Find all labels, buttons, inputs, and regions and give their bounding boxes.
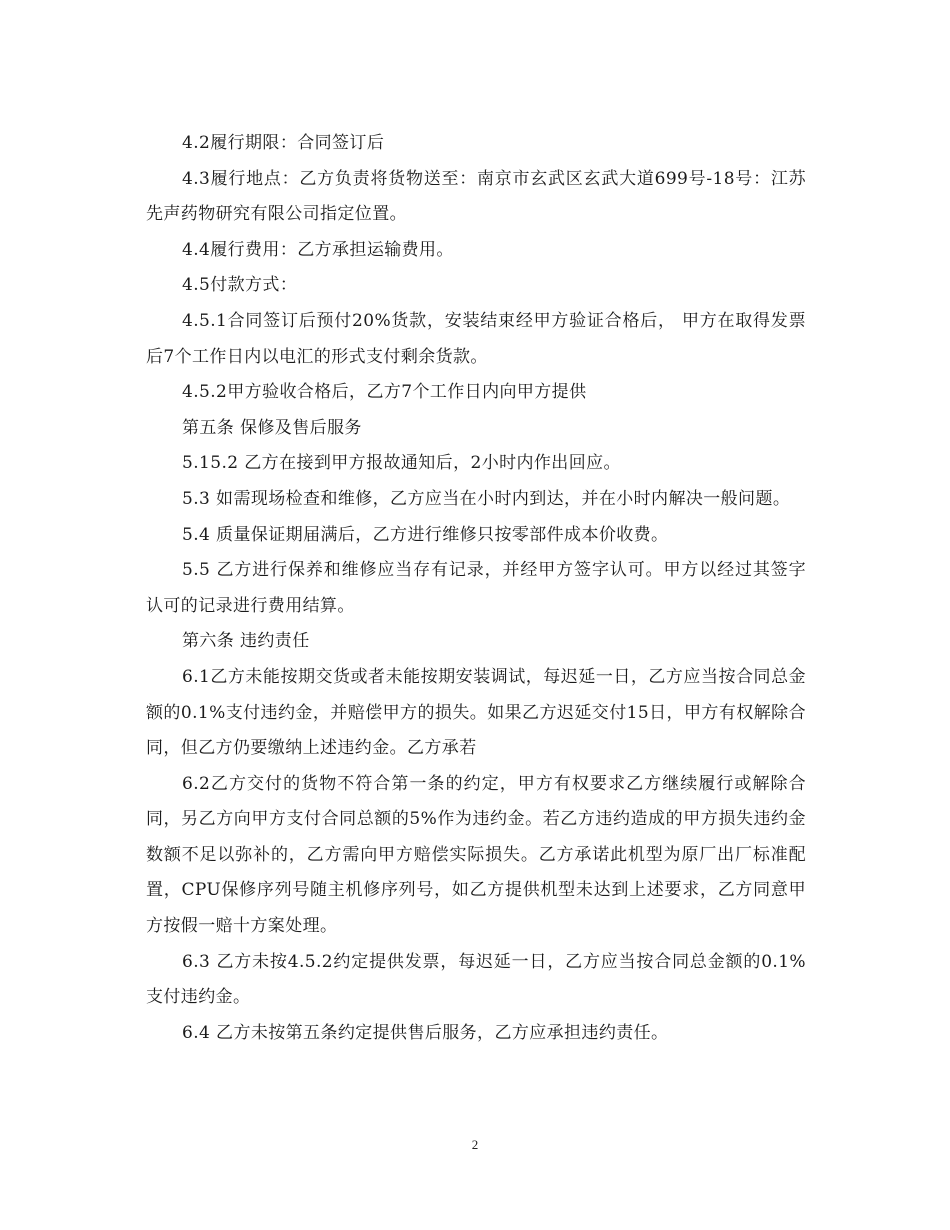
paragraph-5-5: 5.5 乙方进行保养和维修应当存有记录，并经甲方签字认可。甲方以经过其签字认可的记录进行费用结算。 [146,560,806,616]
paragraph-4-3: 4.3履行地点：乙方负责将货物送至：南京市玄武区玄武大道699号-18号：江苏先声药物研究有限公司指定位置。 [146,168,806,225]
paragraph-6-4: 6.4 乙方未按第五条约定提供售后服务，乙方应承担违约责任。 [182,1022,669,1043]
paragraph-5-15-2: 5.15.2 乙方在接到甲方报故通知后，2小时内作出回应。 [182,453,621,474]
page-number: 2 [471,1137,479,1152]
paragraph-4-5-2: 4.5.2甲方验收合格后，乙方7个工作日内向甲方提供 [182,382,587,403]
paragraph-4-5-1: 4.5.1合同签订后预付20%货款，安装结束经甲方验证合格后， 甲方在取得发票后7个工作日内以电汇的形式支付剩余货款。 [146,310,806,367]
paragraph-4-4: 4.4履行费用：乙方承担运输费用。 [182,239,454,260]
paragraph-6-3: 6.3 乙方未按4.5.2约定提供发票，每迟延一日，乙方应当按合同总金额的0.1%支付违约金。 [146,951,806,1008]
paragraph-5-3: 5.3 如需现场检查和维修，乙方应当在小时内到达，并在小时内解决一般问题。 [182,488,791,509]
paragraph-4-5: 4.5付款方式： [182,275,298,296]
section-heading-article-6: 第六条 违约责任 [182,631,310,652]
paragraph-5-4: 5.4 质量保证期届满后，乙方进行维修只按零部件成本价收费。 [182,524,669,545]
paragraph-6-1: 6.1乙方未能按期交货或者未能按期安装调试，每迟延一日，乙方应当按合同总金额的0.1%支付违约金，并赔偿甲方的损失。如果乙方迟延交付15日，甲方有权解除合同，但乙方仍要缴纳上述违约金。乙方承若 [146,666,806,759]
paragraph-4-2: 4.2履行期限：合同签订后 [182,133,385,153]
paragraph-6-2: 6.2乙方交付的货物不符合第一条的约定，甲方有权要求乙方继续履行或解除合同，另乙方向甲方支付合同总额的5%作为违约金。若乙方违约造成的甲方损失违约金数额不足以弥补的，乙方需向甲方赔偿实际损失。乙方承诺此机型为原厂出厂标准配置，CPU保修序列号随主机修序列号，如乙方提供机型未达到上述要求，乙方同意甲方按假一赔十方案处理。 [146,773,806,937]
section-heading-article-5: 第五条 保修及售后服务 [182,417,362,438]
document-body [146,126,806,1051]
